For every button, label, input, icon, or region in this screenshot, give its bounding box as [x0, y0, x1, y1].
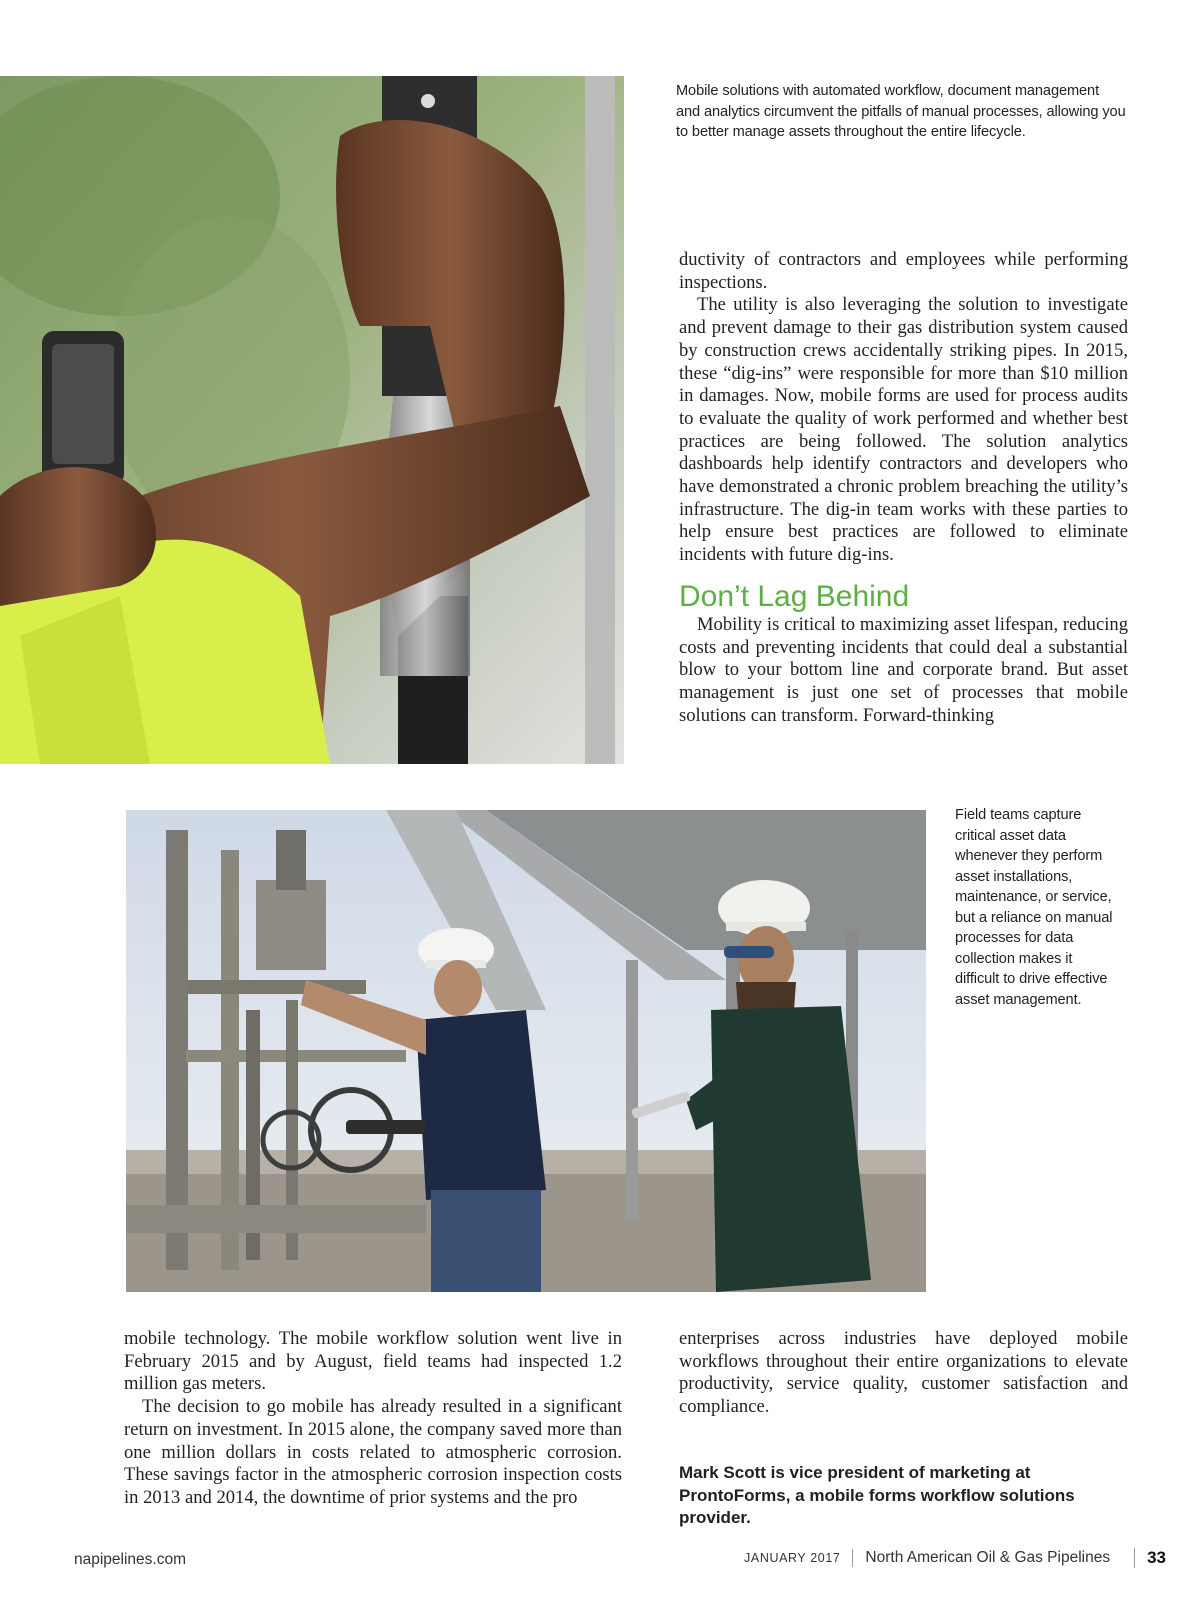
article-column-left-bottom: [124, 1328, 622, 1510]
footer-divider: [852, 1549, 853, 1567]
article-column-right-bottom: [679, 1328, 1128, 1419]
page-number: 33: [1147, 1548, 1166, 1567]
article-column-right-top: [679, 249, 1128, 727]
photo-caption-middle: Field teams capture critical asset data whenever they perform asset installations, maintenance, or service, but a reliance on manual processes for data collection makes it difficult to drive effective asset management.: [955, 807, 1113, 1008]
footer-website: napipelines.com: [74, 1551, 187, 1568]
section-heading: Don’t Lag Behind: [679, 579, 910, 613]
author-bio: Mark Scott is vice president of marketing at ProntoForms, a mobile forms workflow solutions provider.: [679, 1463, 1075, 1527]
paragraph: mobile technology. The mobile workflow solution went live in February 2015 and by August, field teams had inspected 1.2 million gas meters.: [124, 1328, 622, 1395]
photo-caption-top: Mobile solutions with automated workflow, document management and analytics circumvent the pitfalls of manual processes, allowing you to better manage assets throughout the entire lifecycle.: [676, 83, 1126, 140]
paragraph: The utility is also leveraging the solution to investigate and prevent damage to their gas distribution system caused by construction crews accidentally striking pipes. In 2015, these “dig-ins” were responsible for more than $10 million in damages. Now, mobile forms are used for process audits to evaluate the quality of work performed and whether best practices are being followed. The solution analytics dashboards help identify contractors and developers who have demonstrated a chronic problem breaching the utility’s infrastructure. The dig-in team works with these parties to help ensure best practices are followed to eliminate incidents with future dig-ins.: [679, 294, 1128, 566]
photo-field-team-at-station: [126, 810, 926, 1292]
footer-issue-date: JANUARY 2017: [744, 1551, 841, 1565]
photo-worker-scanning-meter-image: [0, 76, 624, 764]
paragraph: enterprises across industries have deployed mobile workflows throughout their entire organizations to elevate productivity, service quality, customer satisfaction and compliance.: [679, 1328, 1128, 1418]
footer-divider: [1134, 1548, 1135, 1568]
paragraph: Mobility is critical to maximizing asset lifespan, reducing costs and preventing incidents that could deal a substantial blow to your bottom line and corporate brand. But asset management is just one set of processes that mobile solutions can transform. Forward-thinking: [679, 613, 1128, 726]
footer-publication-name: North American Oil & Gas Pipelines: [865, 1549, 1111, 1566]
paragraph: The decision to go mobile has already resulted in a significant return on investment. In 2015 alone, the company saved more than one million dollars in costs related to atmospheric corrosion. These savings factor in the atmospheric corrosion inspection costs in 2013 and 2014, the downtime of prior systems and the pro: [124, 1396, 622, 1508]
paragraph: ductivity of contractors and employees while performing inspections.: [679, 249, 1128, 293]
photo-worker-scanning-meter: [0, 76, 624, 764]
photo-field-team-at-station-image: [126, 810, 926, 1292]
footer-masthead: [744, 1546, 1166, 1570]
